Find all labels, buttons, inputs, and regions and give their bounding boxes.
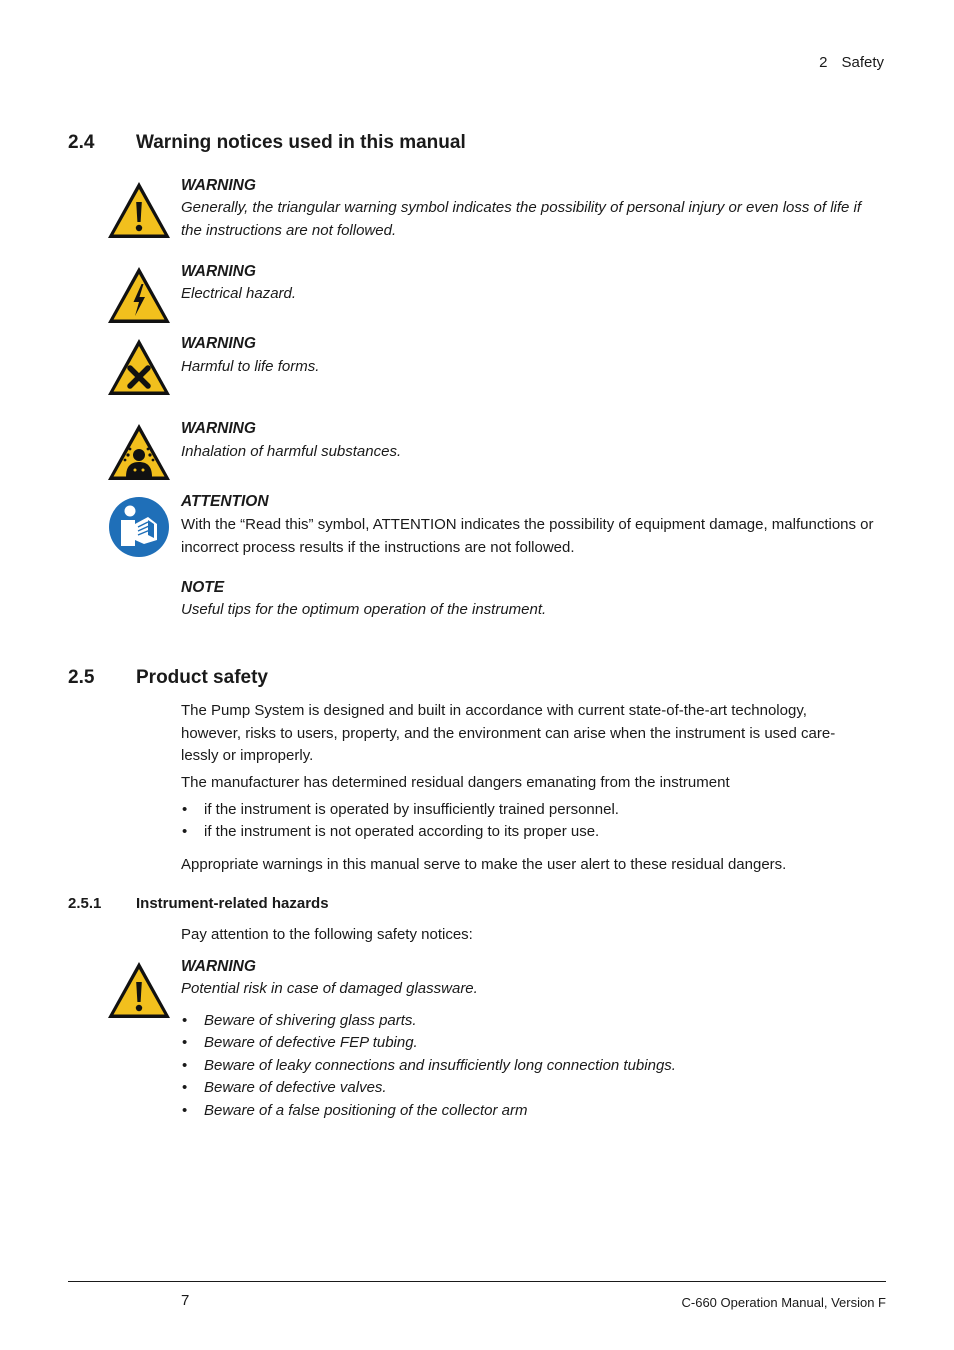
- list-item: • Beware of a false positioning of the collector arm: [181, 1100, 881, 1122]
- bullet-list: [181, 1010, 881, 1122]
- notice-text: Inhalation of harmful substances.: [181, 443, 402, 460]
- paragraph: Appropriate warnings in this manual serve to make the user alert to these residual dangers.: [181, 856, 787, 873]
- document-title: C-660 Operation Manual, Version F: [681, 1295, 886, 1310]
- notice-label: WARNING: [181, 263, 256, 280]
- notice-text: Generally, the triangular warning symbol indicates the possibility of personal injury or even loss of life if the instructions are not followed.: [181, 199, 862, 239]
- section-title: Warning notices used in this manual: [136, 132, 466, 153]
- note-text: Useful tips for the optimum operation of the instrument.: [181, 601, 547, 618]
- list-item: • if the instrument is operated by insufficiently trained personnel.: [181, 799, 881, 821]
- inhalation-hazard-icon: [106, 422, 172, 482]
- notice-label: WARNING: [181, 420, 256, 437]
- warning-triangle-icon: [106, 180, 172, 240]
- harmful-cross-icon: [106, 337, 172, 397]
- subsection-number: 2.5.1: [68, 895, 102, 912]
- chapter-title: Safety: [841, 54, 884, 71]
- list-item: • if the instrument is not operated according to its proper use.: [181, 821, 881, 843]
- bullet-list: [181, 799, 881, 844]
- section-number: 2.5: [68, 667, 95, 688]
- list-item: • Beware of shivering glass parts.: [181, 1010, 881, 1032]
- note-label: NOTE: [181, 579, 225, 596]
- paragraph: Pay attention to the following safety notices:: [181, 926, 473, 943]
- footer-divider: [68, 1281, 886, 1282]
- notice-text: Harmful to life forms.: [181, 358, 320, 375]
- read-manual-icon: [108, 496, 170, 558]
- chapter-number: 2: [819, 54, 828, 71]
- notice-label: ATTENTION: [181, 493, 269, 510]
- section-number: 2.4: [68, 132, 95, 153]
- section-title: Product safety: [136, 667, 268, 688]
- list-item: • Beware of defective FEP tubing.: [181, 1032, 881, 1054]
- list-item: • Beware of defective valves.: [181, 1077, 881, 1099]
- subsection-title: Instrument-related hazards: [136, 895, 329, 912]
- list-item: • Beware of leaky connections and insufficiently long connection tubings.: [181, 1055, 881, 1077]
- electrical-hazard-icon: [106, 265, 172, 325]
- notice-text: Electrical hazard.: [181, 285, 297, 302]
- notice-label: WARNING: [181, 958, 256, 975]
- paragraph: The manufacturer has determined residual dangers emanating from the instrument: [181, 774, 730, 791]
- notice-label: WARNING: [181, 335, 256, 352]
- page-number: 7: [181, 1292, 190, 1309]
- notice-text: With the “Read this” symbol, ATTENTION indicates the possibility of equipment damage, malfunctions or incorrect process results if the instructions are not followed.: [181, 516, 874, 556]
- notice-text: Potential risk in case of damaged glassware.: [181, 980, 478, 997]
- paragraph: The Pump System is designed and built in accordance with current state-of-the-art technology, however, risks to users, property, and the environment can arise when the instrument is used care-lessly or improperly.: [181, 702, 836, 764]
- notice-label: WARNING: [181, 177, 256, 194]
- warning-triangle-icon: [106, 960, 172, 1020]
- running-header: [819, 52, 884, 75]
